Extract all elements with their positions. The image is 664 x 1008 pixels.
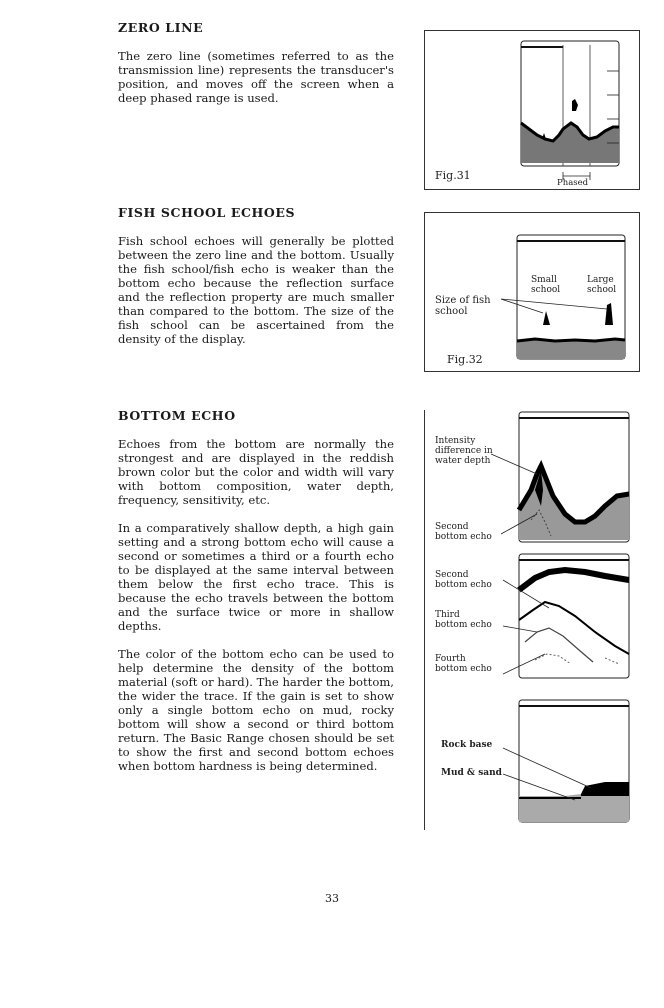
heading-zero-line: ZERO LINE bbox=[118, 20, 204, 35]
fig33-rock-base-label: Rock base bbox=[441, 740, 493, 750]
figure-33 bbox=[424, 410, 641, 830]
section-fish-school-echoes bbox=[118, 205, 394, 360]
paragraph: The zero line (sometimes referred to as the transmission line) represents the transducer's position, and moves off the screen when a deep phased range is used. bbox=[118, 49, 394, 105]
fig33-mud-sand-label: Mud & sand bbox=[441, 768, 502, 778]
figure-32 bbox=[424, 212, 640, 372]
fig32-size-label: Size of fish school bbox=[435, 295, 491, 317]
fig31-phased-label: Phased bbox=[557, 178, 589, 188]
heading-bottom-echo: BOTTOM ECHO bbox=[118, 408, 236, 423]
section-zero-line bbox=[118, 20, 394, 119]
fig32-large-school-label: Large school bbox=[587, 275, 617, 295]
fig33-second-echo-label-a: Second bottom echo bbox=[435, 522, 492, 542]
fig31-number: Fig.31 bbox=[435, 169, 471, 182]
fig33-fourth-echo-label: Fourth bottom echo bbox=[435, 654, 492, 674]
fig31-echogram bbox=[425, 31, 641, 191]
fig33-third-echo-label: Third bottom echo bbox=[435, 610, 492, 630]
section-bottom-echo bbox=[118, 408, 394, 787]
paragraph: Fish school echoes will generally be plotted between the zero line and the bottom. Usually the fish school/fish echo is weaker than the bottom echo because the reflection surface and the reflection property are much smaller than compared to the bottom. The size of the fish school can be ascertained from the density of the display. bbox=[118, 234, 394, 346]
heading-fish-school-echoes: FISH SCHOOL ECHOES bbox=[118, 205, 296, 220]
paragraph: In a comparatively shallow depth, a high gain setting and a strong bottom echo will cause a second or sometimes a third or a fourth echo to be displayed at the same interval between them below the first echo trace. This is because the echo travels between the bottom and the surface twice or more in shallow depths. bbox=[118, 521, 394, 633]
fig33-intensity-label: Intensity difference in water depth bbox=[435, 436, 493, 466]
figure-31 bbox=[424, 30, 640, 190]
fig33-second-echo-label-b: Second bottom echo bbox=[435, 570, 492, 590]
paragraph: The color of the bottom echo can be used to help determine the density of the bottom material (soft or hard). The harder the bottom, the wider the trace. If the gain is set to show only a single bottom echo on mud, rocky bottom will show a second or third bottom return. The Basic Range chosen should be set to show the first and second bottom echoes when bottom hardness is being determined. bbox=[118, 647, 394, 773]
page-number: 33 bbox=[325, 892, 339, 905]
fig32-small-school-label: Small school bbox=[531, 275, 561, 295]
fig32-number: Fig.32 bbox=[447, 353, 483, 366]
paragraph: Echoes from the bottom are normally the strongest and are displayed in the reddish brown color but the color and width will vary with bottom composition, water depth, frequency, sensitivity, etc. bbox=[118, 437, 394, 507]
